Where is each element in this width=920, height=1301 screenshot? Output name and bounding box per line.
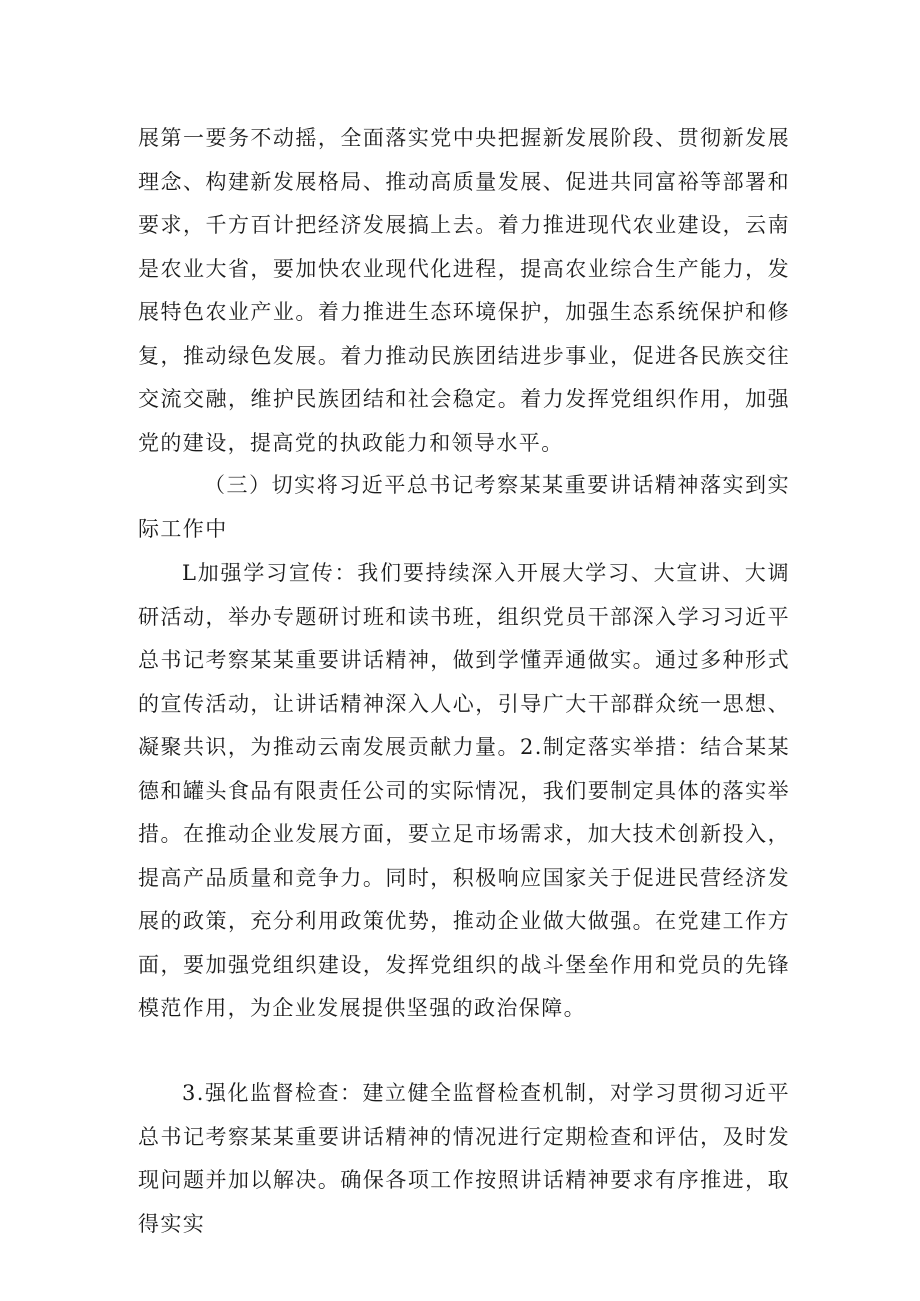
body-paragraph: 3.强化监督检查：建立健全监督检查机制，对学习贯彻习近平总书记考察某某重要讲话精神的情况进行定期检查和评估，及时发现问题并加以解决。确保各项工作按照讲话精神要求有序推进，取得实实 xyxy=(138,1081,790,1236)
body-paragraph: 展第一要务不动摇，全面落实党中央把握新发展阶段、贯彻新发展理念、构建新发展格局、推动高质量发展、促进共同富裕等部署和要求，千方百计把经济发展搞上去。着力推进现代农业建设，云南是农业大省，要加快农业现代化进程，提高农业综合生产能力，发展特色农业产业。着力推进生态环境保护，加强生态系统保护和修复，推动绿色发展。着力推动民族团结进步事业，促进各民族交往交流交融，维护民族团结和社会稳定。着力发挥党组织作用，加强党的建设，提高党的执政能力和领导水平。 xyxy=(138,126,790,455)
body-paragraph: L加强学习宣传：我们要持续深入开展大学习、大宣讲、大调研活动，举办专题研讨班和读书班，组织党员干部深入学习习近平总书记考察某某重要讲话精神，做到学懂弄通做实。通过多种形式的宣传活动，让讲话精神深入人心，引导广大干部群众统一思想、凝聚共识，为推动云南发展贡献力量。2.制定落实举措：结合某某德和罐头食品有限责任公司的实际情况，我们要制定具体的落实举措。在推动企业发展方面，要立足市场需求，加大技术创新投入，提高产品质量和竞争力。同时，积极响应国家关于促进民营经济发展的政策，充分利用政策优势，推动企业做大做强。在党建工作方面，要加强党组织建设，发挥党组织的战斗堡垒作用和党员的先锋模范作用，为企业发展提供坚强的政治保障。 xyxy=(138,561,790,1020)
section-heading: （三）切实将习近平总书记考察某某重要讲话精神落实到实际工作中 xyxy=(138,473,790,541)
